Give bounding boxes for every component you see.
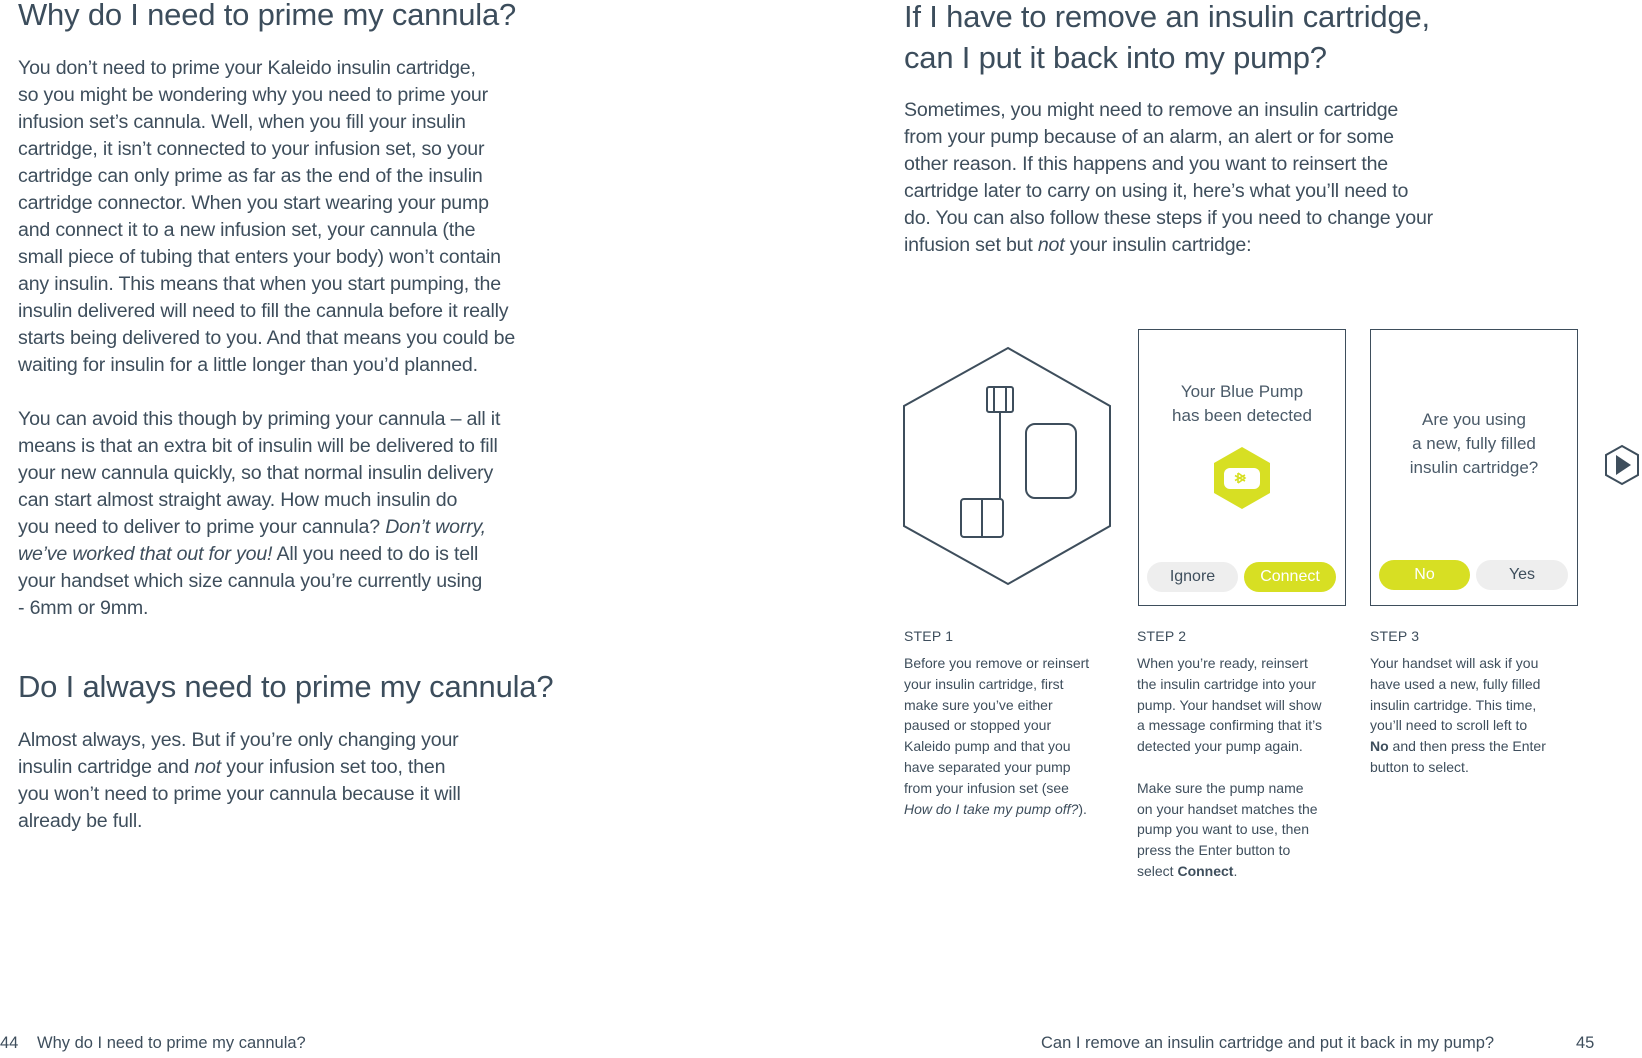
step1-line: Kaleido pump and that you (904, 738, 1071, 755)
para1-line: cartridge can only prime as far as the end of the insulin (18, 165, 483, 187)
footer-left-title: Why do I need to prime my cannula? (37, 1034, 306, 1052)
para1-line: infusion set’s cannula. Well, when you fill your insulin (18, 111, 466, 133)
para3-line: already be full. (18, 810, 143, 832)
step3-line: button to select. (1370, 758, 1469, 775)
step1-line: Before you remove or reinsert (904, 655, 1090, 671)
step1-crossref-link[interactable]: How do I take my pump off? (904, 800, 1079, 817)
para1-line: You don’t need to prime your Kaleido insulin cartridge, (18, 57, 476, 79)
screen3-title-line: insulin cartridge? (1409, 458, 1539, 477)
step3-label: STEP 3 (1370, 628, 1420, 644)
step3-text-post: and then press the Enter (1388, 738, 1546, 755)
step3-text (1370, 653, 1590, 778)
step1-line: your insulin cartridge, first (904, 675, 1064, 692)
intro-line: from your pump because of an alarm, an alert or for some (904, 126, 1394, 148)
yes-button[interactable]: Yes (1476, 560, 1568, 590)
pump-body (1026, 424, 1076, 498)
handset-screen-new-cartridge (1370, 329, 1578, 606)
para2-line: can start almost straight away. How much insulin do (18, 489, 458, 511)
left-heading-prime-cannula: Why do I need to prime my cannula? (18, 0, 517, 32)
para2-line: You can avoid this though by priming your cannula – all it (18, 408, 501, 430)
step1-line: have separated your pump (904, 758, 1071, 775)
step2-label: STEP 2 (1137, 628, 1187, 644)
intro-line: do. You can also follow these steps if you need to change your (904, 207, 1433, 229)
intro-text: your insulin cartridge: (1064, 234, 1252, 256)
screen3-title-line: Are you using (1422, 410, 1526, 429)
para1-line: cartridge connector. When you start wearing your pump (18, 192, 489, 214)
step1-line: paused or stopped your (904, 717, 1052, 734)
screen2-title (1139, 380, 1345, 428)
step1-text-end: ). (1078, 800, 1087, 817)
step3-bold-no: No (1370, 738, 1389, 755)
para1-line: and connect it to a new infusion set, your cannula (the (18, 219, 476, 241)
step2-line: detected your pump again. (1137, 738, 1303, 755)
left-paragraph-1 (18, 55, 558, 622)
step3-line: have used a new, fully filled (1370, 675, 1541, 692)
para1-line: waiting for insulin for a little longer than you’d planned. (18, 354, 478, 376)
para2-line: - 6mm or 9mm. (18, 597, 149, 619)
screen2-title-line: Your Blue Pump (1180, 382, 1304, 401)
para3-italic: not (194, 756, 222, 778)
footer-right-title: Can I remove an insulin cartridge and put it back in my pump? (1041, 1034, 1495, 1052)
step2-line (1137, 861, 1357, 882)
step2-line: on your handset matches the (1137, 800, 1318, 817)
step1-text (904, 653, 1124, 819)
screen3-title-line: a new, fully filled (1412, 434, 1536, 453)
right-heading-line: can I put it back into my pump? (904, 40, 1327, 75)
ignore-button[interactable]: Ignore (1147, 562, 1238, 592)
step1-line (904, 799, 1124, 820)
para1-line: cartridge, it isn’t connected to your infusion set, so your (18, 138, 485, 160)
para1-line: insulin delivered will need to fill the cannula before it really (18, 300, 509, 322)
para3-text: insulin cartridge and (18, 756, 195, 778)
step1-line: make sure you’ve either (904, 696, 1053, 713)
footer-left-page-number: 44 (0, 1034, 19, 1052)
right-heading-line: If I have to remove an insulin cartridge, (904, 0, 1430, 34)
step2-line: the insulin cartridge into your (1137, 675, 1316, 692)
no-button[interactable]: No (1379, 560, 1470, 590)
para1-line: small piece of tubing that enters your body) won’t contain (18, 246, 501, 268)
left-paragraph-3 (18, 727, 558, 835)
step2-text (1137, 653, 1357, 882)
step2-line: Make sure the pump name (1137, 779, 1304, 796)
step2-line: a message confirming that it’s (1137, 717, 1322, 734)
step3-line (1370, 736, 1590, 757)
step2-text-post: . (1233, 862, 1238, 879)
intro-text: infusion set but (904, 234, 1038, 256)
step3-line: insulin cartridge. This time, (1370, 696, 1537, 713)
next-arrow-icon[interactable] (1604, 444, 1640, 486)
right-heading-remove-cartridge (904, 0, 1430, 78)
para2-line (18, 541, 558, 568)
para3-line (18, 754, 558, 781)
para3-text: your infusion set too, then (221, 756, 446, 778)
screen3-title (1371, 408, 1577, 480)
para1-line: any insulin. This means that when you start pumping, the (18, 273, 501, 295)
screen2-title-line: has been detected (1172, 406, 1312, 425)
step3-line: you’ll need to scroll left to (1370, 717, 1528, 734)
para2-line: your new cannula quickly, so that normal insulin delivery (18, 462, 494, 484)
step2-line: pump you want to use, then (1137, 821, 1309, 838)
intro-line: Sometimes, you might need to remove an insulin cartridge (904, 99, 1399, 121)
para3-line: Almost always, yes. But if you’re only changing your (18, 729, 459, 751)
para1-line: starts being delivered to you. And that means you could be (18, 327, 516, 349)
para1-line: so you might be wondering why you need to prime your (18, 84, 488, 106)
step2-text-pre: select (1137, 862, 1178, 879)
pump-cartridge-illustration (902, 346, 1112, 588)
intro-line: other reason. If this happens and you want to reinsert the (904, 153, 1388, 175)
para2-line: means is that an extra bit of insulin will be delivered to fill (18, 435, 498, 457)
para2-text: All you need to do is tell (272, 543, 479, 565)
footer-right-page-number: 45 (1576, 1034, 1595, 1052)
step1-label: STEP 1 (904, 628, 954, 644)
connect-button[interactable]: Connect (1244, 562, 1336, 592)
para2-line: your handset which size cannula you’re currently using (18, 570, 483, 592)
hexagon-outline (904, 348, 1110, 584)
para2-text: you need to deliver to prime your cannula? (18, 516, 386, 538)
left-heading-always-prime: Do I always need to prime my cannula? (18, 669, 554, 704)
para2-line (18, 514, 558, 541)
bluetooth-icon (1212, 445, 1272, 511)
step3-line: Your handset will ask if you (1370, 655, 1539, 671)
intro-line: cartridge later to carry on using it, here’s what you’ll need to (904, 180, 1409, 202)
step2-line: press the Enter button to (1137, 842, 1291, 859)
cartridge-top-connector (987, 387, 1013, 412)
para3-line: you won’t need to prime your cannula because it will (18, 783, 461, 805)
intro-italic: not (1037, 234, 1065, 256)
right-intro-paragraph (904, 97, 1484, 259)
step1-line: from your infusion set (see (904, 779, 1069, 796)
intro-line (904, 232, 1484, 259)
handset-screen-pump-detected (1138, 329, 1346, 606)
step2-line: pump. Your handset will show (1137, 696, 1322, 713)
para2-italic: Don’t worry, (385, 516, 486, 538)
step2-bold-connect: Connect (1177, 862, 1234, 879)
step2-line: When you’re ready, reinsert (1137, 655, 1308, 671)
para2-italic: we’ve worked that out for you! (18, 543, 273, 565)
